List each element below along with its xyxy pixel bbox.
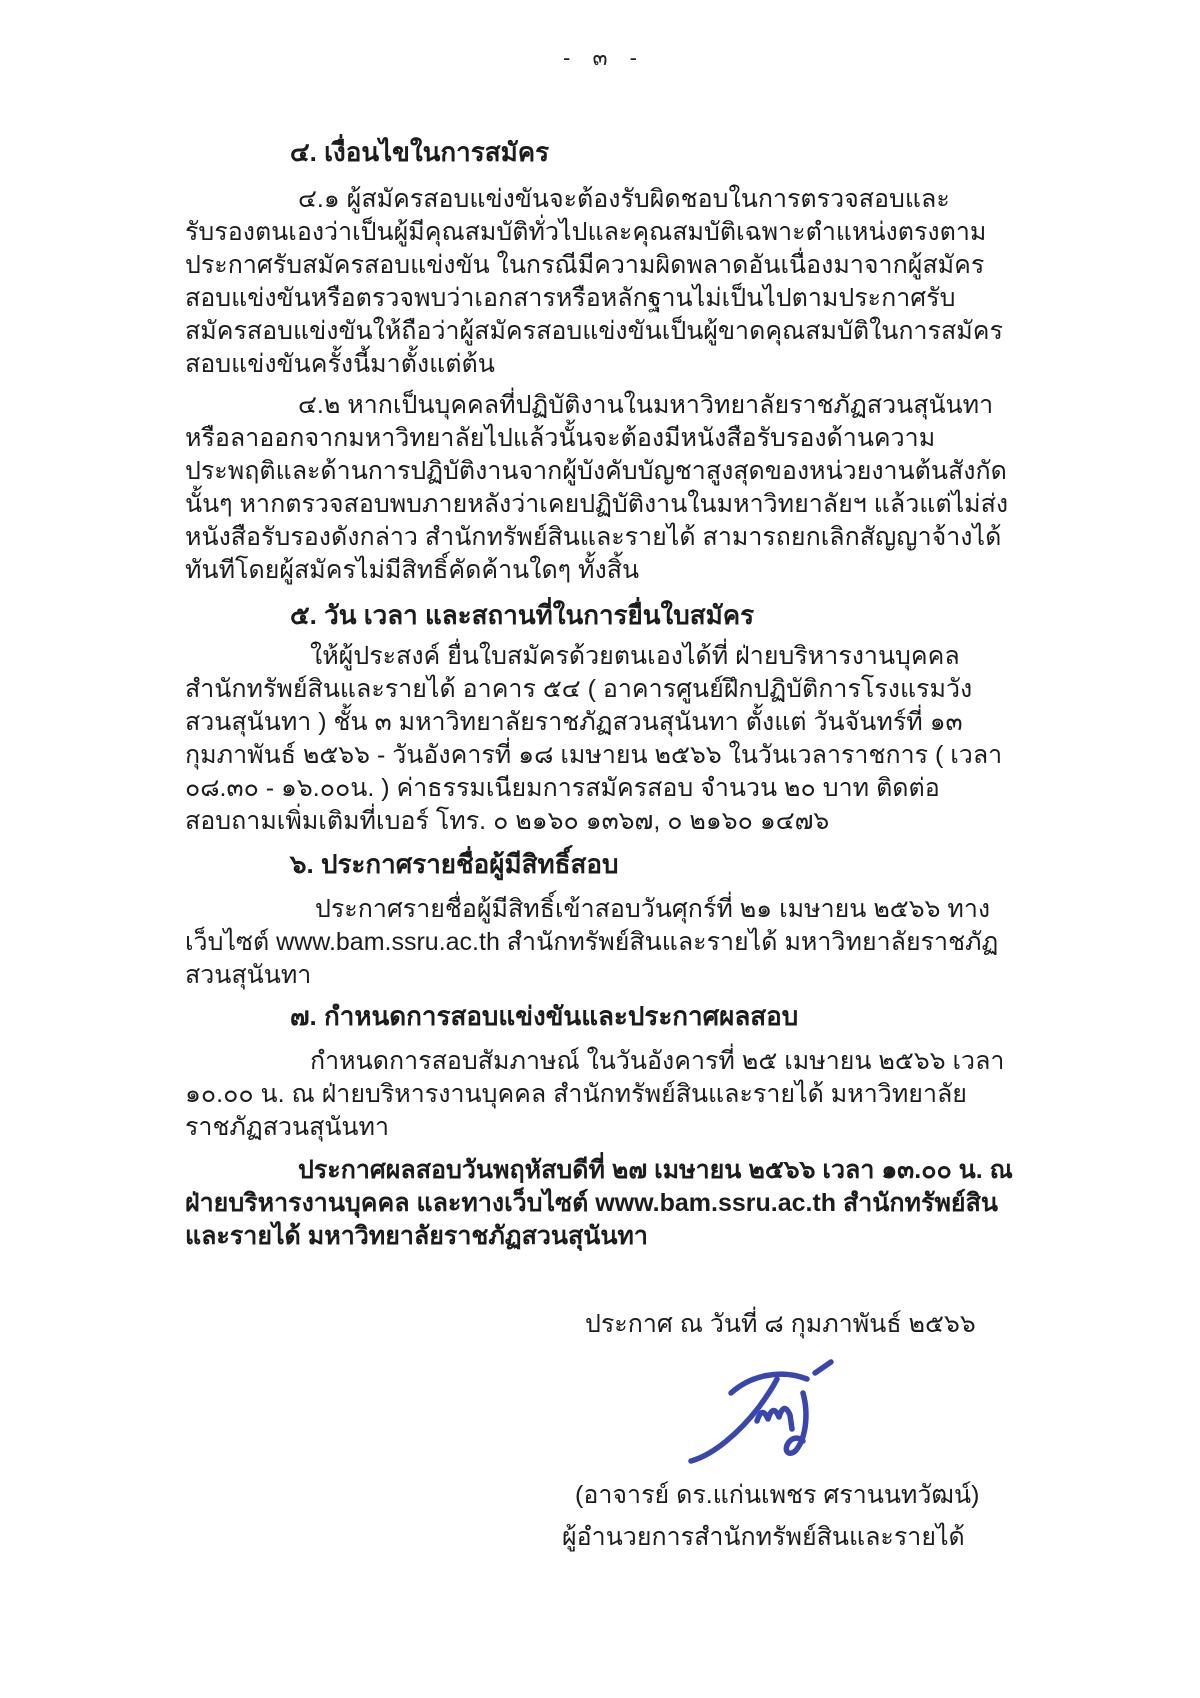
section-4-heading: ๔. เงื่อนไขในการสมัคร: [290, 137, 550, 167]
signature-block: [185, 1359, 1015, 1469]
section-4-paragraph-1: ๔.๑ ผู้สมัครสอบแข่งขันจะต้องรับผิดชอบในการตรวจสอบและรับรองตนเองว่าเป็นผู้มีคุณสมบัติทั่วไปและคุณสมบัติเฉพาะตำแหน่งตรงตามประกาศรับสมัครสอบแข่งขัน ในกรณีมีความผิดพลาดอันเนื่องมาจากผู้สมัครสอบแข่งขันหรือตรวจพบว่าเอกสารหรือหลักฐานไม่เป็นไปตามประกาศรับสมัครสอบแข่งขันให้ถือว่าผู้สมัครสอบแข่งขันเป็นผู้ขาดคุณสมบัติในการสมัครสอบแข่งขันครั้งนี้มาตั้งแต่ต้น: [185, 185, 1003, 378]
signatory-name: (อาจารย์ ดร.แก่นเพชร ศรานนทวัฒน์): [575, 1481, 980, 1509]
page-number: - ๓ -: [563, 45, 637, 70]
section-6-paragraph: ประกาศรายชื่อผู้มีสิทธิ์เข้าสอบวันศุกร์ที่ ๒๑ เมษายน ๒๕๖๖ ทางเว็บไซต์ www.bam.ssru.ac.th สำนักทรัพย์สินและรายได้ มหาวิทยาลัยราชภัฏสวนสุนันทา: [185, 895, 999, 989]
signatory-title: ผู้อำนวยการสำนักทรัพย์สินและรายได้: [562, 1523, 965, 1551]
signature-icon: [685, 1359, 860, 1469]
section-5-paragraph: ให้ผู้ประสงค์ ยื่นใบสมัครด้วยตนเองได้ที่ ฝ่ายบริหารงานบุคคล สำนักทรัพย์สินและรายได้ อาคาร ๕๔ ( อาคารศูนย์ฝึกปฏิบัติการโรงแรมวังสวนสุนันทา ) ชั้น ๓ มหาวิทยาลัยราชภัฏสวนสุนันทา ตั้งแต่ วันจันทร์ที่ ๑๓ กุมภาพันธ์ ๒๕๖๖ - วันอังคารที่ ๑๘ เมษายน ๒๕๖๖ ในวันเวลาราชการ ( เวลา ๐๘.๓๐ - ๑๖.๐๐น. ) ค่าธรรมเนียมการสมัครสอบ จำนวน ๒๐ บาท ติดต่อสอบถามเพิ่มเติมที่เบอร์ โทร. ๐ ๒๑๖๐ ๑๓๖๗, ๐ ๒๑๖๐ ๑๔๗๖: [185, 642, 1003, 835]
section-6-heading: ๖. ประกาศรายชื่อผู้มีสิทธิ์สอบ: [290, 849, 619, 879]
section-4-paragraph-2: ๔.๒ หากเป็นบุคคลที่ปฏิบัติงานในมหาวิทยาลัยราชภัฏสวนสุนันทาหรือลาออกจากมหาวิทยาลัยไปแล้วนั้นจะต้องมีหนังสือรับรองด้านความประพฤติและด้านการปฏิบัติงานจากผู้บังคับบัญชาสูงสุดของหน่วยงานต้นสังกัดนั้นๆ หากตรวจสอบพบภายหลังว่าเคยปฏิบัติงานในมหาวิทยาลัยฯ แล้วแต่ไม่ส่งหนังสือรับรองดังกล่าว สำนักทรัพย์สินและรายได้ สามารถยกเลิกสัญญาจ้างได้ทันทีโดยผู้สมัครไม่มีสิทธิ์คัดค้านใดๆ ทั้งสิ้น: [185, 391, 1009, 584]
section-7-paragraph: กำหนดการสอบสัมภาษณ์ ในวันอังคารที่ ๒๕ เมษายน ๒๕๖๖ เวลา ๑๐.๐๐ น. ณ ฝ่ายบริหารงานบุคคล สำนักทรัพย์สินและรายได้ มหาวิทยาลัยราชภัฏสวนสุนันทา: [185, 1047, 1005, 1141]
section-7-heading: ๗. กำหนดการสอบแข่งขันและประกาศผลสอบ: [290, 1001, 799, 1031]
results-announcement-paragraph: ประกาศผลสอบวันพฤหัสบดีที่ ๒๗ เมษายน ๒๕๖๖ เวลา ๑๓.๐๐ น. ณ ฝ่ายบริหารงานบุคคล และทางเว็บไซต์ www.bam.ssru.ac.th สำนักทรัพย์สินและรายได้ มหาวิทยาลัยราชภัฏสวนสุนันทา: [185, 1156, 1013, 1250]
section-5-heading: ๕. วัน เวลา และสถานที่ในการยื่นใบสมัคร: [290, 600, 755, 630]
announcement-date-line: ประกาศ ณ วันที่ ๘ กุมภาพันธ์ ๒๕๖๖: [585, 1310, 976, 1338]
